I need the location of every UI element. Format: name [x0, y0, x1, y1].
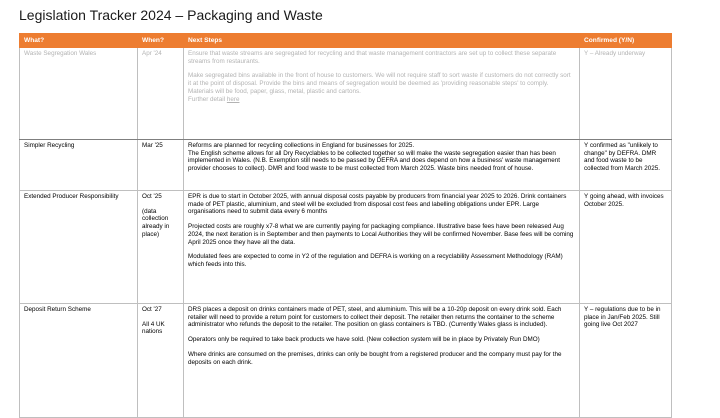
- next-steps-paragraph: The English scheme allows for all Dry Recyclables to be collected together so will make the waste segregation easier than has been implemented in Wales. (N.B. Exemption still needs to be passed by DEFRA and does depend on how a business' waste management provider chooses to collect). DMR and food waste to be must collected from March 2025. Waste bins needed front of house.: [188, 149, 560, 173]
- further-detail-link[interactable]: here: [226, 95, 240, 103]
- when-text: Mar '25: [142, 142, 163, 149]
- cell-what: Extended Producer Responsibility: [20, 191, 138, 304]
- cell-next-steps: [184, 191, 580, 304]
- cell-next-steps: [184, 48, 580, 140]
- header-when: When?: [138, 34, 184, 48]
- cell-what: Simpler Recycling: [20, 140, 138, 191]
- next-steps-paragraph: Modulated fees are expected to come in Y2 of the regulation and DEFRA is working on a recyclability Assessment Methodology (RAM) which feeds into this.: [188, 253, 563, 268]
- cell-when: [138, 304, 184, 418]
- when-text: Oct '25: [142, 193, 162, 200]
- when-note: (data collection already in place): [142, 207, 170, 238]
- next-steps-paragraph: Operators only be required to take back products we have sold. (New collection system will be in place by Privately Run DMO): [188, 336, 540, 344]
- when-text: Apr '24: [142, 50, 162, 57]
- table-row: [20, 48, 672, 140]
- header-what: What?: [20, 34, 138, 48]
- cell-next-steps: [184, 304, 580, 418]
- next-steps-paragraph: [188, 96, 575, 104]
- next-steps-paragraph: Make segregated bins available in the front of house to customers. We will not require staff to sort waste if customers do not correctly sort it at the point of disposal. Provide the bins and means of segregation would be deemed as 'providing reasonable steps' to comply.: [188, 72, 571, 88]
- next-steps-paragraph: DRS places a deposit on drinks containers made of PET, steel, and aluminium. This will be a 10-20p deposit on every drink sold. Each retailer will need to provide a return point for customers to collect their deposit. The retailer then returns the container to the scheme administrator who refunds the deposit to the retailer. The position on glass containers is TBD. (Currently Wales glass is included).: [188, 306, 562, 329]
- next-steps-paragraph: Materials will be food, paper, glass, metal, plastic and cartons.: [188, 87, 361, 95]
- cell-confirmed: Y confirmed as "unlikely to change" by DEFRA. DMR and food waste to be collected from March 2025.: [580, 140, 672, 191]
- next-steps-paragraph: Ensure that waste streams are segregated for recycling and that waste management contractors are set up to collect these separate streams from restaurants.: [188, 50, 557, 65]
- cell-confirmed: Y – regulations due to be in place in Jan/Feb 2025. Still going live Oct 2027: [580, 304, 672, 418]
- table-row: [20, 191, 672, 304]
- cell-what: Waste Segregation Wales: [20, 48, 138, 140]
- next-steps-paragraph: Where drinks are consumed on the premises, drinks can only be bought from a registered producer and the company must pay for the deposits on each drink.: [188, 350, 562, 366]
- next-steps-paragraph: EPR is due to start in October 2025, with annual disposal costs payable by producers from financial year 2025 to 2026. Drink containers made of PET plastic, aluminium, and steel will be excluded from disposal cost fees and labelling obligations under EPR. Large organisations need to submit data every 6 months: [188, 193, 567, 216]
- further-detail-text: Further detail: [188, 95, 226, 103]
- cell-when: [138, 140, 184, 191]
- when-text: Oct '27: [142, 306, 162, 313]
- next-steps-paragraph: Projected costs are roughly x7-8 what we are currently paying for packaging compliance. Illustrative base fees have been released Aug 2024, the next iteration is in September and then payments to Local Authorities they will be confirmed November. Base fees will be coming April 2025 once they have all the data.: [188, 223, 574, 246]
- table-row: [20, 140, 672, 191]
- legislation-table: [19, 33, 672, 418]
- cell-what: Deposit Return Scheme: [20, 304, 138, 418]
- page-title: Legislation Tracker 2024 – Packaging and Waste: [19, 7, 323, 23]
- when-note: All 4 UK nations: [142, 320, 165, 336]
- next-steps-paragraph: Reforms are planned for recycling collections in England for businesses for 2025.: [188, 142, 415, 149]
- header-confirmed: Confirmed (Y/N): [580, 34, 672, 48]
- cell-confirmed: Y going ahead, with invoices October 2025.: [580, 191, 672, 304]
- cell-when: [138, 48, 184, 140]
- cell-confirmed: Y – Already underway: [580, 48, 672, 140]
- cell-next-steps: [184, 140, 580, 191]
- table-row: [20, 304, 672, 418]
- table-header-row: [20, 34, 672, 48]
- header-next-steps: Next Steps: [184, 34, 580, 48]
- cell-when: [138, 191, 184, 304]
